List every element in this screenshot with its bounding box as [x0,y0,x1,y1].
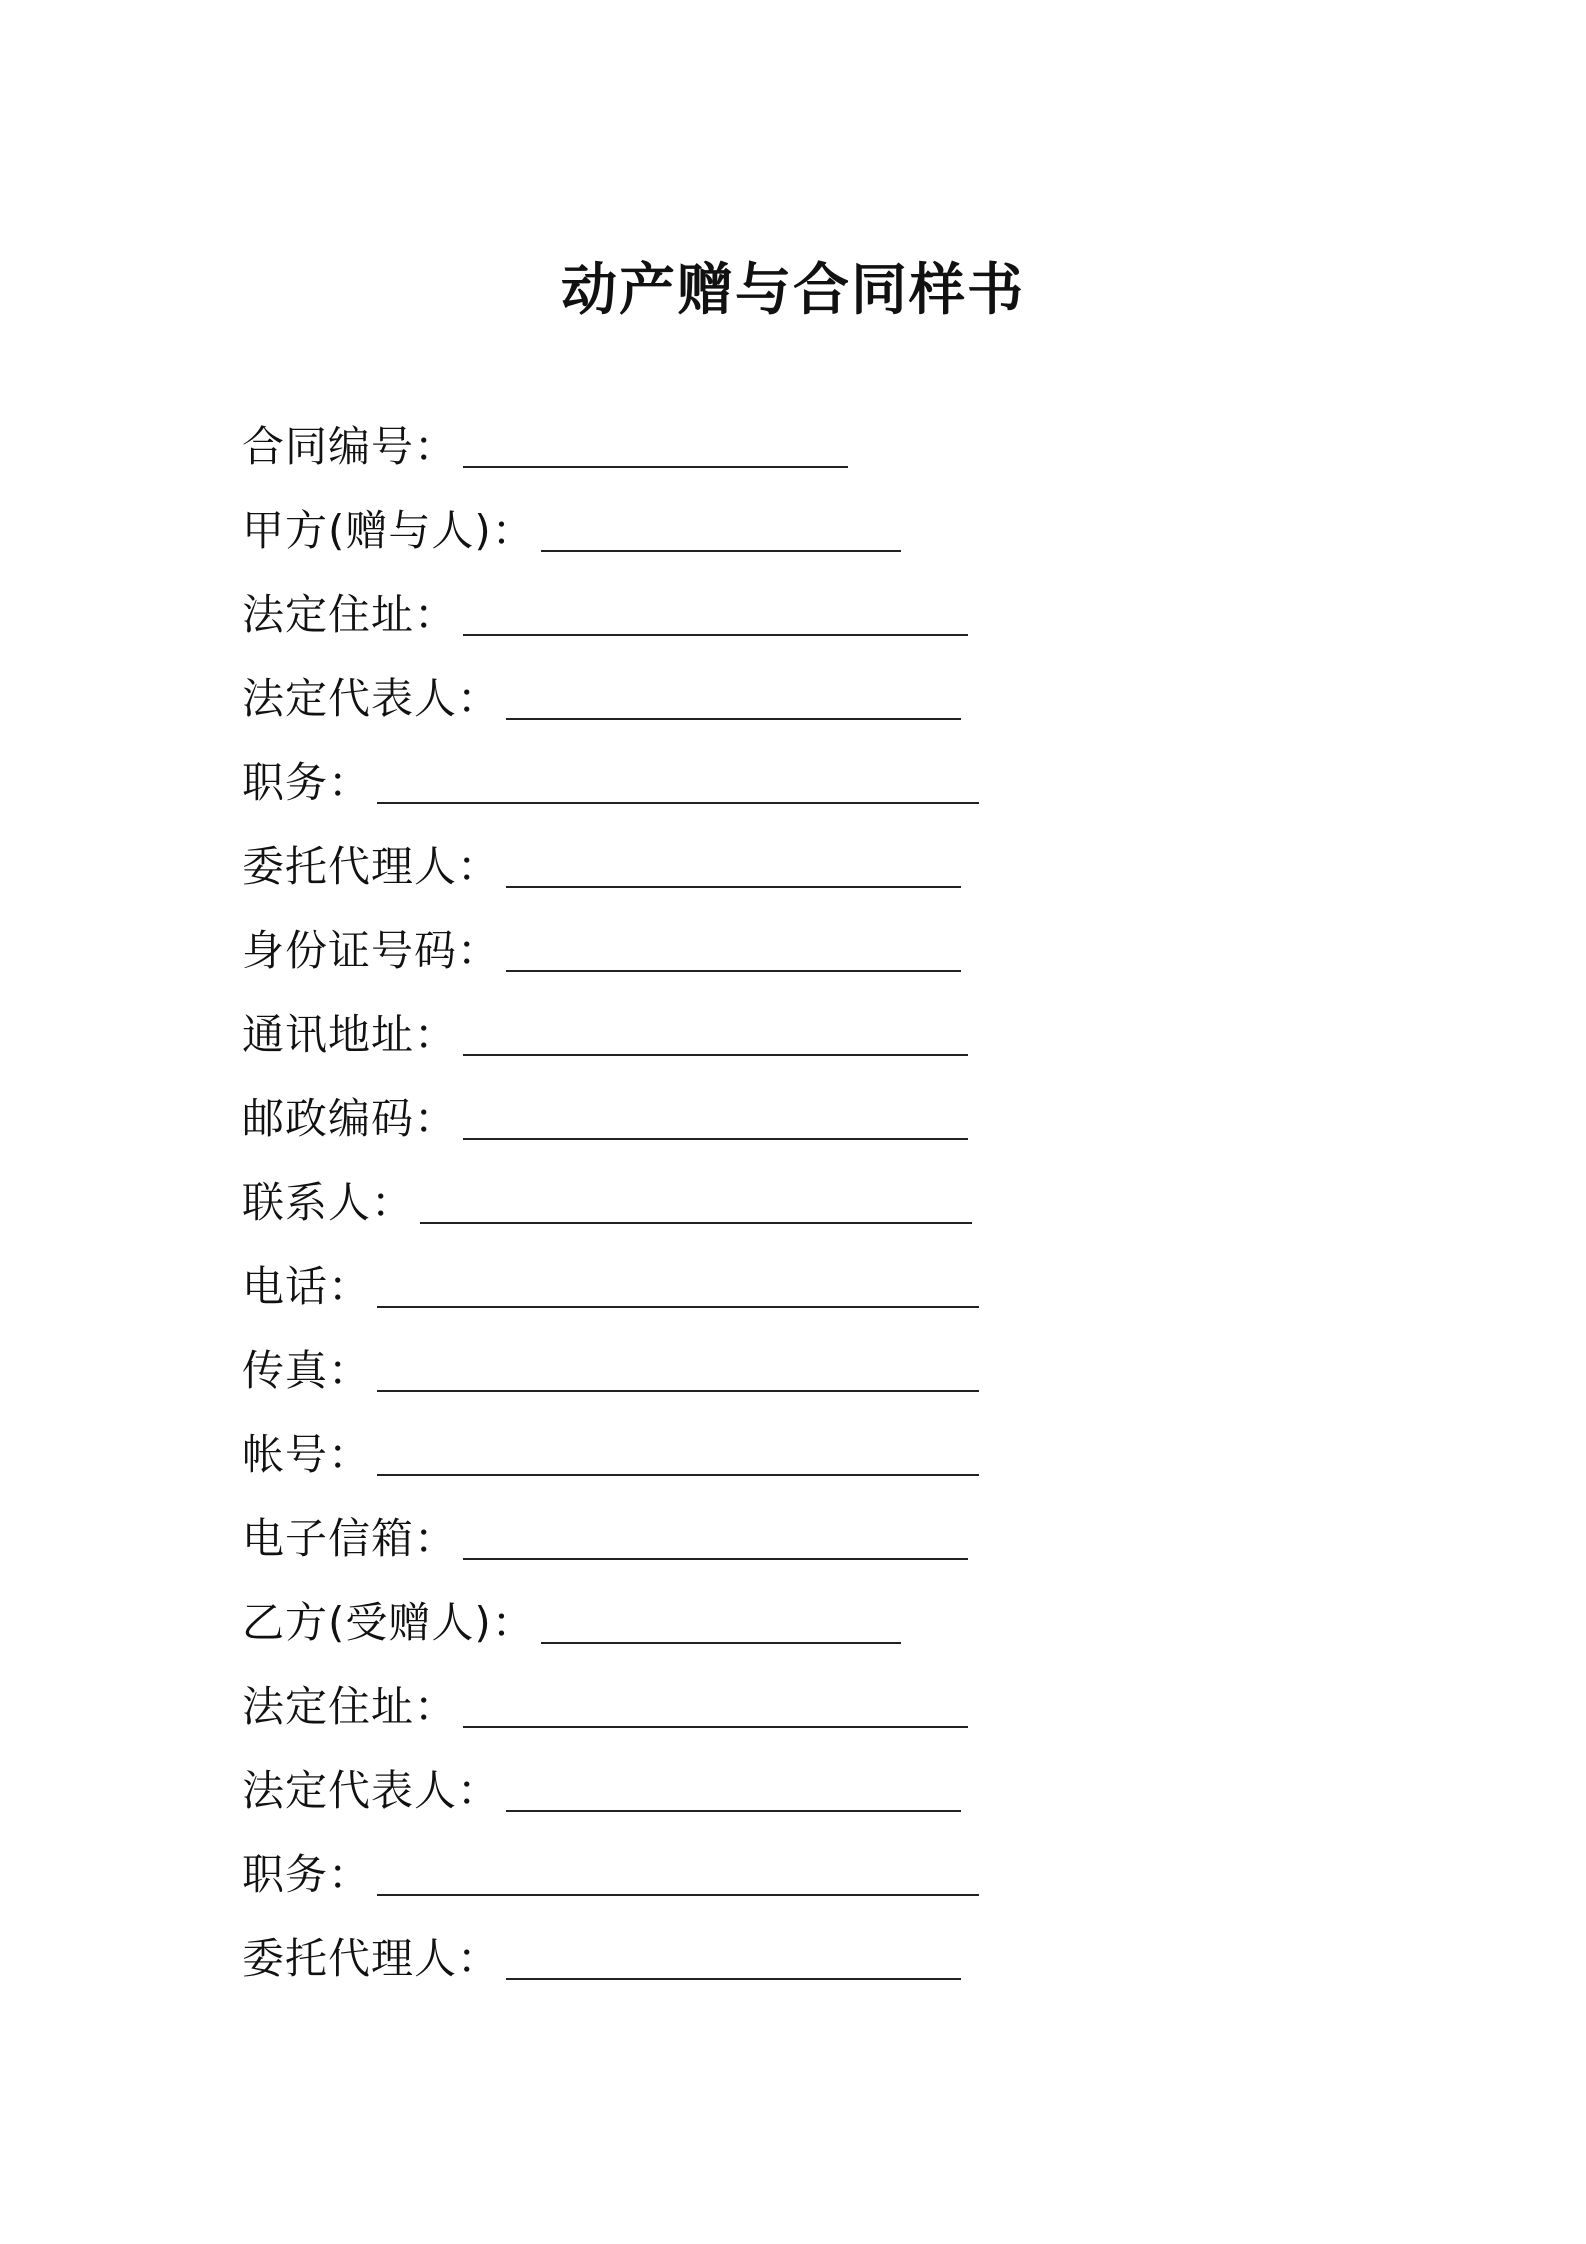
field-party-b-position [242,1833,1342,1917]
field-label: 联系人： [242,1178,415,1227]
field-label: 法定住址： [242,590,458,639]
field-label: 职务： [242,1850,372,1899]
fill-in-blank [463,1726,968,1728]
field-label: 职务： [242,758,372,807]
field-label: 电话： [242,1262,372,1311]
fill-in-blank [463,1138,968,1140]
field-party-a-mailing-address [242,993,1342,1077]
field-label: 乙方(受赠人)： [242,1598,535,1647]
fill-in-blank [377,1390,979,1392]
field-party-a-legal-representative [242,657,1342,741]
field-party-a-fax [242,1329,1342,1413]
field-label: 合同编号： [242,422,458,471]
field-party-a-position [242,741,1342,825]
field-label: 甲方(赠与人)： [242,506,535,555]
field-label: 通讯地址： [242,1010,458,1059]
fill-in-blank [463,634,968,636]
field-label: 身份证号码： [242,926,501,975]
field-party-b-agent [242,1917,1342,2001]
fill-in-blank [377,802,979,804]
fill-in-blank [463,1558,968,1560]
document-title: 动产赠与合同样书 [561,258,1025,323]
field-party-a-account [242,1413,1342,1497]
field-label: 电子信箱： [242,1514,458,1563]
field-party-a-agent [242,825,1342,909]
fill-in-blank [420,1222,972,1224]
field-label: 法定住址： [242,1682,458,1731]
field-party-a-id-number [242,909,1342,993]
fill-in-blank [506,718,961,720]
field-contract-number [242,405,1342,489]
party-info-fields [242,405,1342,2001]
field-label: 委托代理人： [242,1934,501,1983]
field-party-a-email [242,1497,1342,1581]
field-party-a-contact [242,1161,1342,1245]
field-party-a-legal-address [242,573,1342,657]
field-party-b-legal-address [242,1665,1342,1749]
field-party-a-donor [242,489,1342,573]
fill-in-blank [541,1642,901,1644]
fill-in-blank [541,550,901,552]
field-label: 法定代表人： [242,1766,501,1815]
fill-in-blank [506,1810,961,1812]
fill-in-blank [463,1054,968,1056]
field-party-a-phone [242,1245,1342,1329]
fill-in-blank [506,970,961,972]
fill-in-blank [377,1306,979,1308]
field-party-b-donee [242,1581,1342,1665]
fill-in-blank [506,886,961,888]
field-label: 帐号： [242,1430,372,1479]
field-label: 传真： [242,1346,372,1395]
fill-in-blank [377,1474,979,1476]
fill-in-blank [463,466,848,468]
fill-in-blank [506,1978,961,1980]
field-party-a-postal-code [242,1077,1342,1161]
fill-in-blank [377,1894,979,1896]
field-party-b-legal-representative [242,1749,1342,1833]
field-label: 邮政编码： [242,1094,458,1143]
field-label: 法定代表人： [242,674,501,723]
field-label: 委托代理人： [242,842,501,891]
